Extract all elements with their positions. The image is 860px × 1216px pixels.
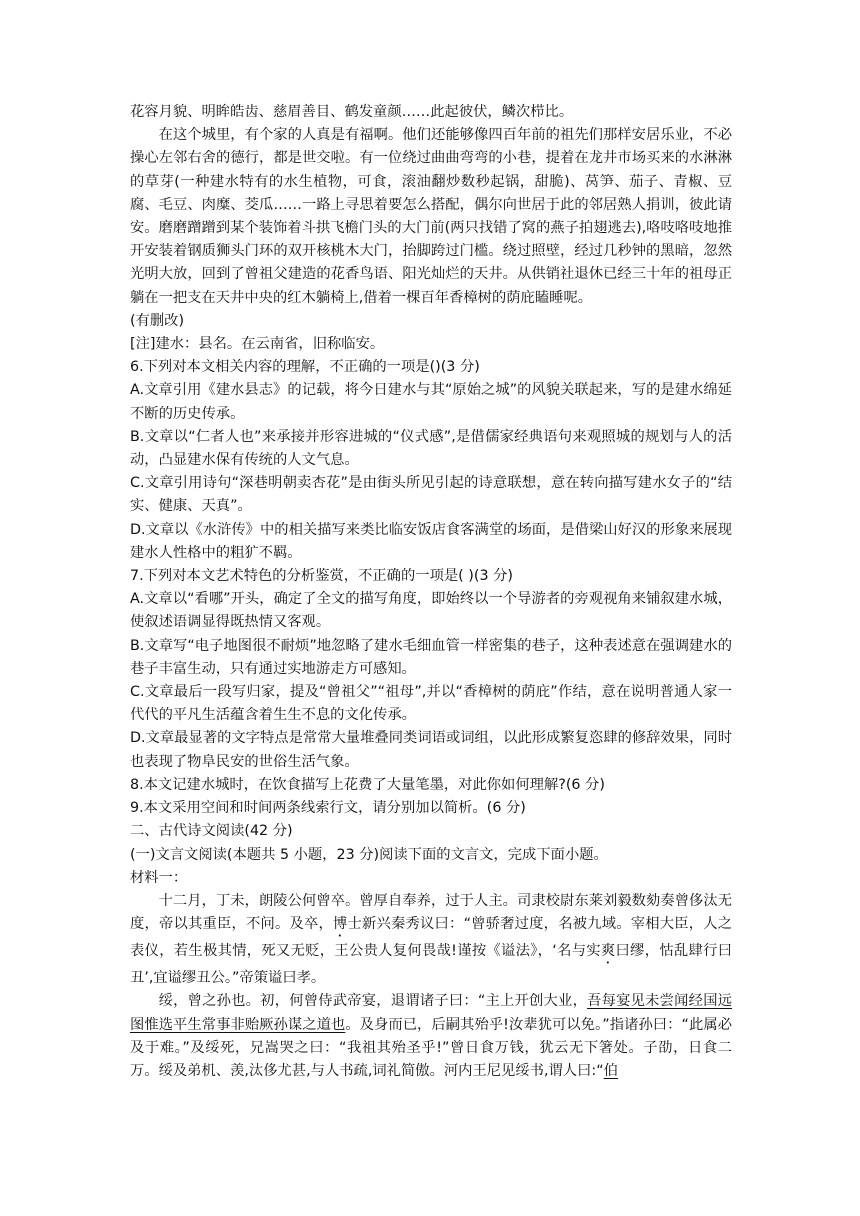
question-7-option-d: D.文章最显著的文字特点是常常大量堆叠同类词语或词组，以此形成繁复恣肆的修辞效果，同时也表现了物阜民安的世俗生活气象。 (130, 730, 732, 770)
underlined-sentence: 吾每宴见未尝闻经国远图惟选平生常事非贻厥孙谋之道也 (130, 993, 733, 1033)
question-7-option-b: B.文章写“电子地图很不耐烦”地忽略了建水毛细血管一样密集的巷子，这种表述意在强调建水的巷子丰富生动，只有通过实地游走方可感知。 (130, 637, 732, 677)
question-6-option-a: A.文章引用《建水县志》的记载，将今日建水与其“原始之城”的风貌关联起来，写的是建水绵延不断的历史传承。 (130, 382, 732, 422)
classical-text: 曰缪，怙乱肆行曰丑’,宜谥缪丑公。”帝策谥曰孝。 (130, 943, 733, 987)
question-6-option-d: D.文章以《水浒传》中的相关描写来类比临安饭店食客满堂的场面，是借梁山好汉的形象来展现建水人性格中的粗犷不羁。 (130, 521, 732, 561)
subsection-heading: (一)文言文阅读(本题共 5 小题，23 分)阅读下面的文言文，完成下面小题。 (130, 846, 608, 863)
classical-text: 十二月，丁未，朗陵公何曾卒。曾厚自奉养，过于人主。司隶校尉东莱刘毅数劾奏曾侈汰无度，帝以其重臣，不问。及卒， (130, 892, 732, 933)
document-page (130, 101, 732, 1083)
footnote: [注]建水：县名。在云南省，旧称临安。 (130, 336, 385, 353)
passage-line: 花容月貌、明眸皓齿、慈眉善目、鹤发童颜……此起彼伏，鳞次栉比。 (130, 104, 574, 120)
question-6-option-b: B.文章以“仁者人也”来承接并形容进城的“仪式感”,是借儒家经典语句来观照城的规划与人的活动，凸显建水保有传统的人文气息。 (130, 428, 732, 469)
classical-text: 士新兴秦秀议曰：“曾骄奢过度，名被九域。宰相大臣，人之表仪，若生极其情，死又无贬，王公贵人复何畏哉!谨按《谥法》，‘名与实 (130, 916, 733, 960)
emphasis-char: 爽 (600, 943, 616, 960)
question-7-stem: 7.下列对本文艺术特色的分析鉴赏，不正确的一项是( )(3 分) (130, 568, 513, 585)
question-6-option-c: C.文章引用诗句“深巷明朝卖杏花”是由街头所见引起的诗意联想，意在转向描写建水女子的“结实、健康、天真”。 (130, 475, 732, 515)
source-note: (有删改) (130, 312, 185, 329)
underlined-sentence: 伯 (603, 1062, 618, 1079)
section-heading: 二、古代诗文阅读(42 分) (130, 823, 293, 840)
classical-text: 。及身而已，后嗣其殆乎!汝辈犹可以免。”指诸孙曰：“此属必及于难。”及绥死，兄嵩哭之曰：“我祖其殆圣乎!”曾日食万钱，犹云无下箸处。子劭，日食二万。绥及弟机、羡,汰侈尤甚,与人书疏,词礼简傲。河内王尼见绥书,谓人曰:“ (130, 1016, 732, 1079)
question-7-option-a: A.文章以“看哪”开头，确定了全文的描写角度，即始终以一个导游者的旁观视角来铺叙建水城，使叙述语调显得既热情又客观。 (130, 591, 732, 631)
material-label: 材料一： (130, 869, 188, 886)
classical-paragraph-2 (130, 990, 732, 1083)
passage-paragraph: 在这个城里，有个家的人真是有福啊。他们还能够像四百年前的祖先们那样安居乐业，不必操心左邻右舍的德行，都是世交啦。有一位绕过曲曲弯弯的小巷，提着在龙井市场买来的水淋淋的草芽(一种建水特有的水生植物，可食，滚油翻炒数秒起锅，甜脆)、莴笋、茄子、青椒、豆腐、毛豆、肉糜、茭瓜……一路上寻思着要怎么搭配，偶尔向世居于此的邻居熟人捐训，彼此请安。磨磨蹭蹭到某个装饰着斗拱飞檐门头的大门前(两只找错了窝的燕子拍翅逃去),咯吱咯吱地推开安装着钢质狮头门环的双开核桃木大门，抬脚跨过门槛。绕过照壁，经过几秒钟的黑暗，忽然光明大放，回到了曾祖父建造的花香鸟语、阳光灿烂的天井。从供销社退休已经三十年的祖母正躺在一把支在天井中央的红木躺椅上,借着一棵百年香樟树的荫庇瞌睡呢。 (130, 127, 732, 306)
question-9: 9.本文采用空间和时间两条线索行文，请分别加以简析。(6 分) (130, 800, 526, 817)
question-7-option-c: C.文章最后一段写归家，提及“曾祖父”“祖母”,并以“香樟树的荫庇”作结，意在说明普通人家一代代的平凡生活蕴含着生生不息的文化传承。 (130, 684, 732, 724)
emphasis-char: 博 (333, 916, 348, 933)
question-6-stem: 6.下列对本文相关内容的理解，不正确的一项是()(3 分) (130, 359, 480, 376)
classical-text: 绥，曾之孙也。初，何曾侍武帝宴，退谓诸子曰：“主上开创大业， (158, 993, 588, 1010)
classical-paragraph-1 (130, 890, 732, 990)
question-8: 8.本文记建水城时，在饮食描写上花费了大量笔墨，对此你如何理解?(6 分) (130, 776, 605, 793)
